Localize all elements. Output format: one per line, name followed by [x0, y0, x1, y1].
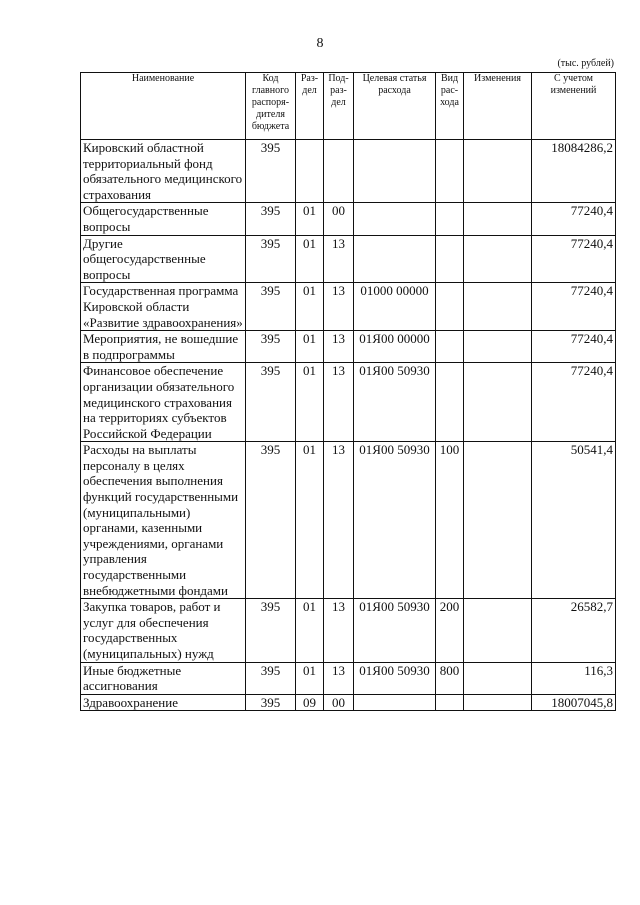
row-name: Здравоохранение: [81, 694, 246, 711]
row-target: [354, 235, 436, 283]
row-target: 01000 00000: [354, 283, 436, 331]
row-changes: [464, 442, 532, 599]
row-kind: [436, 140, 464, 203]
row-code: 395: [246, 363, 296, 442]
row-total: 77240,4: [532, 331, 616, 363]
row-subsection: 13: [324, 235, 354, 283]
row-kind: [436, 203, 464, 235]
row-kind: [436, 283, 464, 331]
row-subsection: 13: [324, 442, 354, 599]
row-section: 01: [296, 331, 324, 363]
row-kind: 100: [436, 442, 464, 599]
row-changes: [464, 363, 532, 442]
table-row: [81, 694, 616, 711]
row-target: [354, 694, 436, 711]
row-name: Финансовое обеспечение организации обязательного медицинского страхования на территориях субъектов Российской Федерации: [81, 363, 246, 442]
header-kind: Вид рас-хода: [436, 73, 464, 140]
header-changes: Изменения: [464, 73, 532, 140]
row-subsection: [324, 140, 354, 203]
row-code: 395: [246, 203, 296, 235]
row-subsection: 00: [324, 694, 354, 711]
row-changes: [464, 235, 532, 283]
row-target: 01Я00 50930: [354, 442, 436, 599]
row-code: 395: [246, 442, 296, 599]
row-target: 01Я00 50930: [354, 363, 436, 442]
row-total: 50541,4: [532, 442, 616, 599]
row-changes: [464, 140, 532, 203]
row-subsection: 13: [324, 363, 354, 442]
row-kind: 200: [436, 599, 464, 662]
row-code: 395: [246, 694, 296, 711]
row-total: 77240,4: [532, 283, 616, 331]
row-name: Расходы на выплаты персоналу в целях обеспечения выполнения функций государственными (муниципальными) органами, казенными учреждениями, органами управления государственными внебюджетными фондами: [81, 442, 246, 599]
row-total: 77240,4: [532, 203, 616, 235]
row-target: [354, 203, 436, 235]
page-number: 8: [316, 36, 324, 51]
header-name: Наименование: [81, 73, 246, 140]
row-subsection: 13: [324, 599, 354, 662]
row-kind: [436, 235, 464, 283]
table-row: [81, 599, 616, 662]
row-subsection: 13: [324, 662, 354, 694]
row-changes: [464, 694, 532, 711]
row-code: 395: [246, 662, 296, 694]
table-row: [81, 442, 616, 599]
table-row: [81, 140, 616, 203]
row-changes: [464, 203, 532, 235]
row-name: Закупка товаров, работ и услуг для обеспечения государственных (муниципальных) нужд: [81, 599, 246, 662]
row-target: 01Я00 50930: [354, 599, 436, 662]
row-kind: [436, 694, 464, 711]
row-subsection: 00: [324, 203, 354, 235]
row-code: 395: [246, 599, 296, 662]
row-total: 18007045,8: [532, 694, 616, 711]
header-row: [81, 73, 616, 140]
row-kind: [436, 331, 464, 363]
row-changes: [464, 599, 532, 662]
table-row: [81, 331, 616, 363]
units-label: (тыс. рублей): [557, 58, 614, 69]
row-code: 395: [246, 140, 296, 203]
row-changes: [464, 283, 532, 331]
row-total: 77240,4: [532, 363, 616, 442]
row-subsection: 13: [324, 283, 354, 331]
row-total: 77240,4: [532, 235, 616, 283]
row-section: 01: [296, 662, 324, 694]
row-code: 395: [246, 235, 296, 283]
row-name: Общегосударственные вопросы: [81, 203, 246, 235]
row-name: Государственная программа Кировской области «Развитие здравоохранения»: [81, 283, 246, 331]
table-row: [81, 203, 616, 235]
row-name: Кировский областной территориальный фонд обязательного медицинского страхования: [81, 140, 246, 203]
row-subsection: 13: [324, 331, 354, 363]
table-row: [81, 235, 616, 283]
header-total: С учетом изменений: [532, 73, 616, 140]
row-changes: [464, 331, 532, 363]
table-row: [81, 283, 616, 331]
row-kind: 800: [436, 662, 464, 694]
header-subsection: Под-раз-дел: [324, 73, 354, 140]
budget-table: [80, 72, 616, 711]
row-section: 01: [296, 203, 324, 235]
row-section: 09: [296, 694, 324, 711]
row-section: 01: [296, 235, 324, 283]
row-section: 01: [296, 442, 324, 599]
row-kind: [436, 363, 464, 442]
table-row: [81, 363, 616, 442]
row-name: Другие общегосударственные вопросы: [81, 235, 246, 283]
row-name: Иные бюджетные ассигнования: [81, 662, 246, 694]
row-section: 01: [296, 283, 324, 331]
row-target: 01Я00 50930: [354, 662, 436, 694]
row-target: [354, 140, 436, 203]
row-total: 18084286,2: [532, 140, 616, 203]
header-code: Код главного распоря-дителя бюджета: [246, 73, 296, 140]
row-code: 395: [246, 331, 296, 363]
row-total: 116,3: [532, 662, 616, 694]
row-name: Мероприятия, не вошедшие в подпрограммы: [81, 331, 246, 363]
table-row: [81, 662, 616, 694]
row-section: 01: [296, 363, 324, 442]
header-section: Раз-дел: [296, 73, 324, 140]
row-target: 01Я00 00000: [354, 331, 436, 363]
row-code: 395: [246, 283, 296, 331]
header-target: Целевая статья расхода: [354, 73, 436, 140]
row-changes: [464, 662, 532, 694]
row-section: [296, 140, 324, 203]
row-total: 26582,7: [532, 599, 616, 662]
row-section: 01: [296, 599, 324, 662]
